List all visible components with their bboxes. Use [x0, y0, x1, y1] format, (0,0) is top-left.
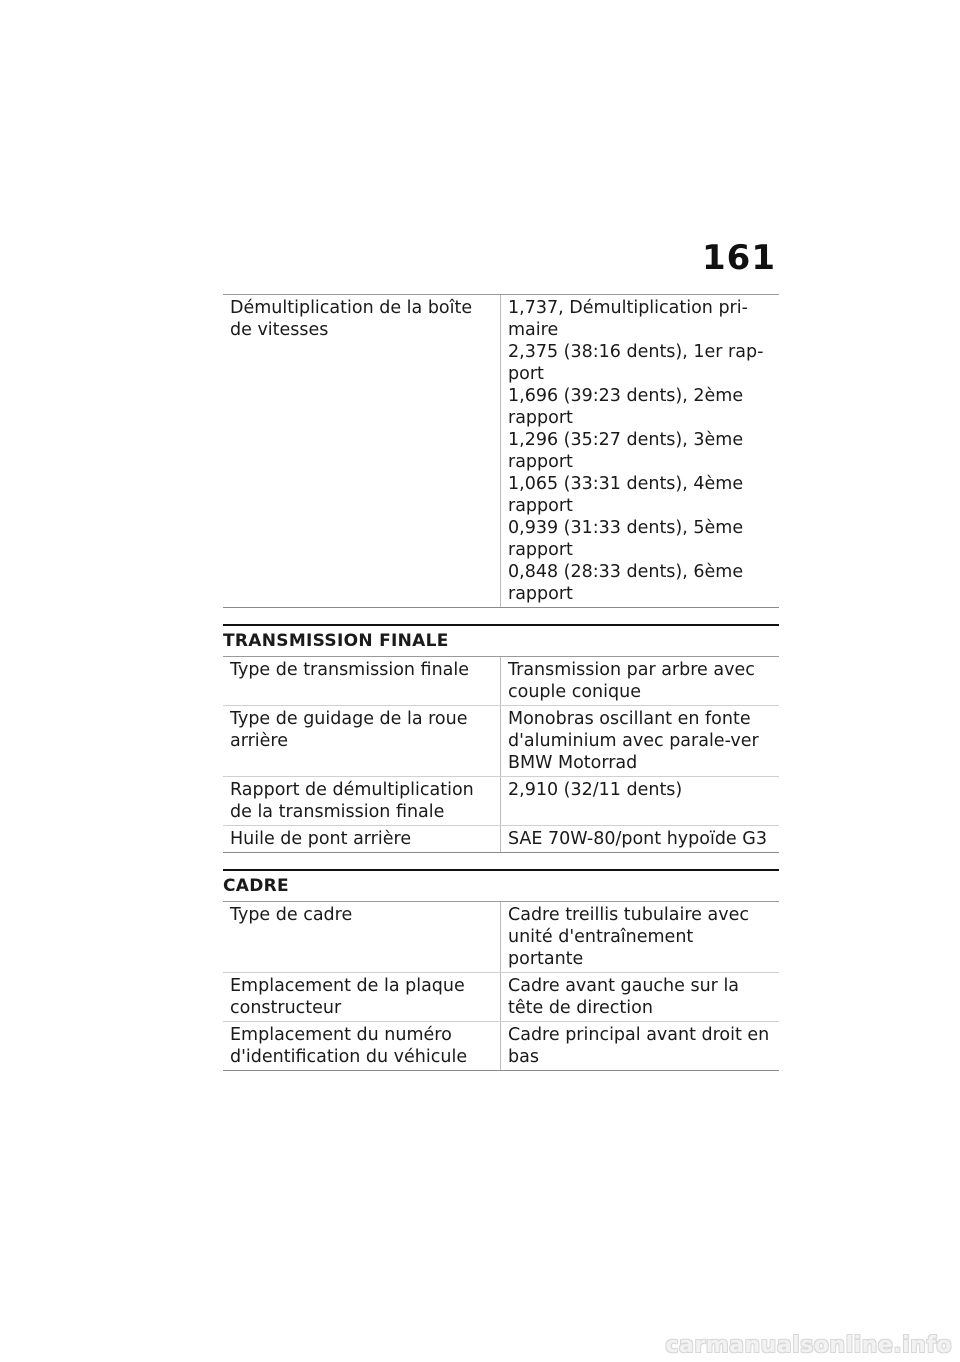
value-line: rapport	[508, 408, 573, 428]
page-number: 161	[702, 238, 776, 278]
value-line: maire	[508, 320, 559, 340]
value-line: 0,848 (28:33 dents), 6ème	[508, 562, 744, 582]
value-line: 1,065 (33:31 dents), 4ème	[508, 474, 744, 494]
spec-label: Type de cadre	[223, 902, 501, 973]
table-row	[223, 902, 779, 973]
spec-value: Cadre treillis tubulaire avec unité d'entraînement portante	[501, 902, 780, 973]
spec-label: Type de guidage de la roue arrière	[223, 706, 501, 777]
spec-label: Rapport de démultiplication de la transmission finale	[223, 777, 501, 826]
spec-label: Démultiplication de la boîte de vitesses	[223, 295, 501, 608]
value-line: rapport	[508, 496, 573, 516]
watermark: carmanualsonline.info	[665, 1333, 952, 1358]
value-line: port	[508, 364, 544, 384]
table-row	[223, 826, 779, 853]
table-row	[223, 657, 779, 706]
spec-label: Huile de pont arrière	[223, 826, 501, 853]
value-line: 1,737, Démultiplication pri-	[508, 298, 748, 318]
spec-value: 2,910 (32/11 dents)	[501, 777, 780, 826]
spec-value	[501, 295, 780, 608]
spec-value: Transmission par arbre avec couple conique	[501, 657, 780, 706]
table-row	[223, 973, 779, 1022]
value-line: 0,939 (31:33 dents), 5ème	[508, 518, 744, 538]
value-line: 1,296 (35:27 dents), 3ème	[508, 430, 744, 450]
value-line: rapport	[508, 584, 573, 604]
frame-table	[223, 901, 779, 1071]
section-title-frame: CADRE	[223, 869, 779, 901]
spec-label: Emplacement du numéro d'identification du véhicule	[223, 1022, 501, 1071]
table-row	[223, 1022, 779, 1071]
table-row	[223, 706, 779, 777]
table-row	[223, 295, 779, 608]
spec-value: Cadre principal avant droit en bas	[501, 1022, 780, 1071]
value-line: 2,375 (38:16 dents), 1er rap-	[508, 342, 764, 362]
spec-label: Type de transmission finale	[223, 657, 501, 706]
section-title-transmission: TRANSMISSION FINALE	[223, 624, 779, 656]
value-line: 1,696 (39:23 dents), 2ème	[508, 386, 744, 406]
table-row	[223, 777, 779, 826]
gearbox-table	[223, 294, 779, 608]
spec-content	[223, 294, 779, 1071]
spec-value: Cadre avant gauche sur la tête de direction	[501, 973, 780, 1022]
value-line: rapport	[508, 452, 573, 472]
value-line: rapport	[508, 540, 573, 560]
spec-label: Emplacement de la plaque constructeur	[223, 973, 501, 1022]
transmission-table	[223, 656, 779, 853]
spec-value: Monobras oscillant en fonte d'aluminium avec parale-ver BMW Motorrad	[501, 706, 780, 777]
spec-value: SAE 70W-80/pont hypoïde G3	[501, 826, 780, 853]
